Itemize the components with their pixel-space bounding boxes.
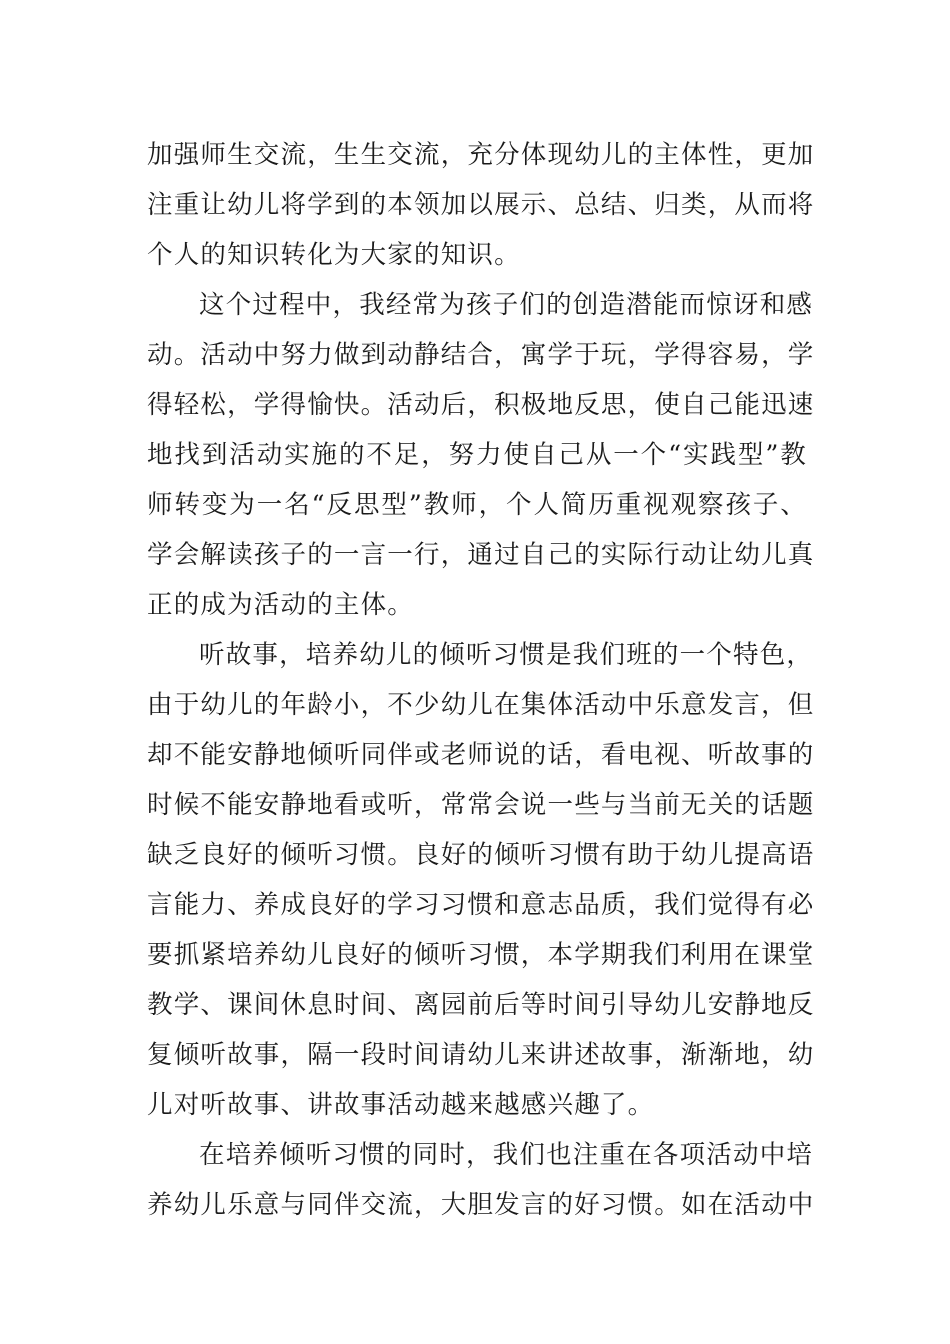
paragraph (147, 130, 815, 280)
text-line: 学会解读孩子的一言一行，通过自己的实际行动让幼儿真 (147, 540, 815, 570)
text-line: 听故事，培养幼儿的倾听习惯是我们班的一个特色， (199, 640, 814, 670)
text-line: 时候不能安静地看或听，常常会说一些与当前无关的话题 (147, 790, 815, 820)
text-line: 师转变为一名“反思型”教师，个人简历重视观察孩子、 (147, 490, 807, 520)
text-line: 注重让幼儿将学到的本领加以展示、总结、归类，从而将 (147, 190, 815, 220)
text-line: 在培养倾听习惯的同时，我们也注重在各项活动中培 (199, 1140, 814, 1170)
text-line: 却不能安静地倾听同伴或老师说的话，看电视、听故事的 (147, 740, 815, 770)
text-line: 加强师生交流，生生交流，充分体现幼儿的主体性，更加 (147, 140, 815, 170)
text-line: 要抓紧培养幼儿良好的倾听习惯，本学期我们利用在课堂 (147, 940, 815, 970)
text-line: 言能力、养成良好的学习习惯和意志品质，我们觉得有必 (147, 890, 815, 920)
text-line: 养幼儿乐意与同伴交流，大胆发言的好习惯。如在活动中 (147, 1190, 815, 1220)
text-line: 个人的知识转化为大家的知识。 (147, 240, 521, 270)
text-line: 动。活动中努力做到动静结合，寓学于玩，学得容易，学 (147, 340, 815, 370)
text-line: 缺乏良好的倾听习惯。良好的倾听习惯有助于幼儿提高语 (147, 840, 815, 870)
text-line: 儿对听故事、讲故事活动越来越感兴趣了。 (147, 1090, 655, 1120)
paragraph (147, 630, 815, 1130)
text-line: 地找到活动实施的不足，努力使自己从一个“实践型”教 (147, 440, 807, 470)
text-line: 得轻松，学得愉快。活动后，积极地反思，使自己能迅速 (147, 390, 815, 420)
text-line: 教学、课间休息时间、离园前后等时间引导幼儿安静地反 (147, 990, 815, 1020)
text-line: 复倾听故事，隔一段时间请幼儿来讲述故事，渐渐地，幼 (147, 1040, 815, 1070)
paragraph (147, 280, 815, 630)
text-line: 这个过程中，我经常为孩子们的创造潜能而惊讶和感 (199, 290, 814, 320)
text-line: 由于幼儿的年龄小，不少幼儿在集体活动中乐意发言，但 (147, 690, 815, 720)
paragraph (147, 1130, 815, 1230)
text-line: 正的成为活动的主体。 (147, 590, 415, 620)
body-text (147, 130, 815, 1230)
